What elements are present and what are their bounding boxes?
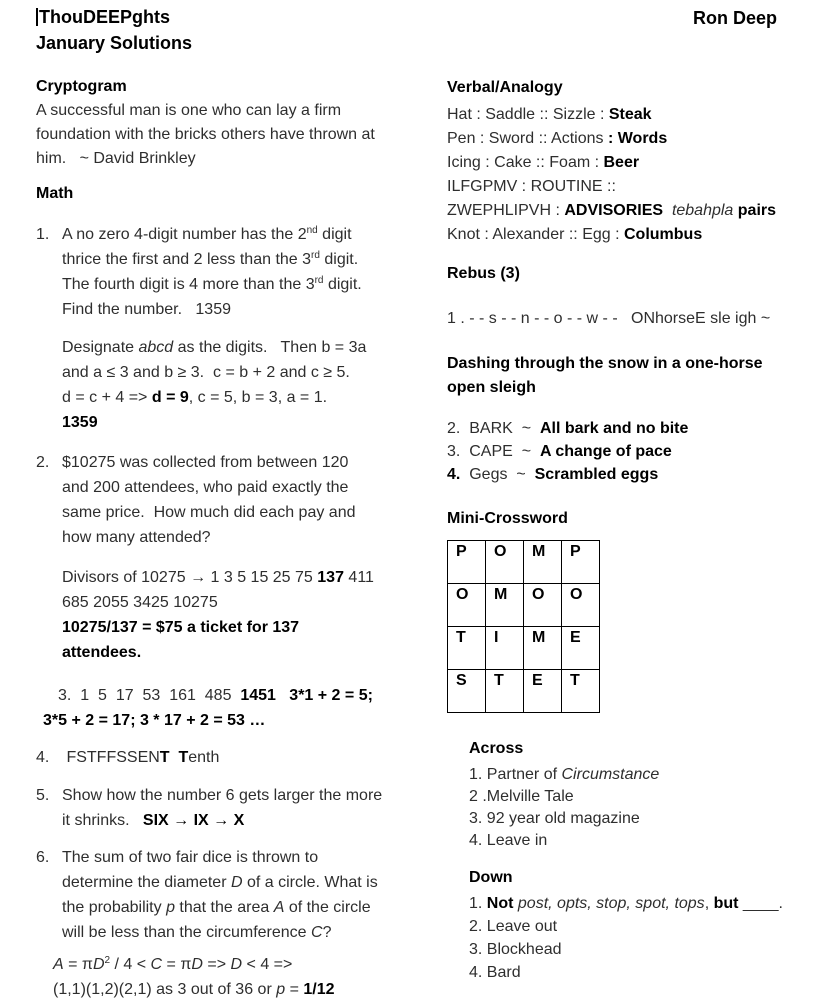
cryptogram-heading: Cryptogram <box>36 78 127 95</box>
verbal-line-2: Pen : Sword :: Actions : Words <box>447 130 668 147</box>
across-clue-3: 3. 92 year old magazine <box>469 810 640 827</box>
item-text: $10275 was collected from between 120 and 200 attendees, who paid exactly the same price. How much did each pay and how many attended? <box>62 454 356 546</box>
math-item-1 <box>36 222 418 322</box>
down-heading: Down <box>469 869 513 886</box>
left-column <box>36 75 418 1002</box>
item-number: 2. <box>36 454 50 471</box>
item-number: 5. <box>36 787 50 804</box>
crossword-cell: S <box>448 670 486 713</box>
crossword-cell: M <box>524 627 562 670</box>
item-text: The sum of two fair dice is thrown to determine the diameter D of a circle. What is the probability p that the area A of the circle will be less than the circumference C? <box>62 849 378 941</box>
crossword-cell: M <box>486 584 524 627</box>
math-item-2 <box>36 450 418 550</box>
crossword-cell: P <box>562 541 600 584</box>
across-section <box>469 737 833 852</box>
down-clue-2: 2. Leave out <box>469 918 558 935</box>
down-clue-3: 3. Blockhead <box>469 941 562 958</box>
crossword-row <box>448 627 600 670</box>
item-text: Show how the number 6 gets larger the more it shrinks. SIX → IX → X <box>62 787 383 829</box>
item-number: 6. <box>36 849 50 866</box>
rebus-puzzle-1: 1 . - - s - - n - - o - - w - - ONhorseE sle igh ~ <box>447 310 771 327</box>
rebus-item-3: 3. CAPE ~ A change of pace <box>447 443 672 460</box>
verbal-line-3: Icing : Cake :: Foam : Beer <box>447 154 640 171</box>
rebus-answer-1: Dashing through the snow in a one-horse open sleigh <box>447 355 763 396</box>
page-title-text: ThouDEEPghts <box>39 7 170 27</box>
crossword-cell: P <box>448 541 486 584</box>
crossword-cell: O <box>524 584 562 627</box>
down-section <box>469 866 833 984</box>
math-solution-6-formula: $A = \pi D^2 / 4 < C = \pi D => D < 4$ => (1,1)(1,2)(2,1) as 3 out of 36 or p = 1/12 <box>53 955 335 998</box>
crossword-cell: T <box>562 670 600 713</box>
across-clue-4: 4. Leave in <box>469 832 548 849</box>
rebus-items <box>447 417 833 486</box>
rebus-item-2: 2. BARK ~ All bark and no bite <box>447 420 689 437</box>
page-subtitle: January Solutions <box>36 33 193 53</box>
crossword-cell: T <box>486 670 524 713</box>
crossword-cell: E <box>562 627 600 670</box>
crossword-row <box>448 584 600 627</box>
down-clue-4: 4. Bard <box>469 964 521 981</box>
crossword-grid <box>447 540 600 713</box>
down-clue-1: 1. Not post, opts, stop, spot, tops, but ____. <box>469 895 783 912</box>
crossword-cell: T <box>448 627 486 670</box>
across-clue-1: 1. Partner of Circumstance <box>469 766 660 783</box>
crossword-cell: O <box>486 541 524 584</box>
item-number: 1. <box>36 226 50 243</box>
cryptogram-solution: A successful man is one who can lay a firm foundation with the bricks others have thrown at him. ~ David Brinkley <box>36 102 375 167</box>
item-text: A no zero 4-digit number has the 2nd digit thrice the first and 2 less than the 3rd digit. The fourth digit is 4 more than the 3rd digit. Find the number. 1359 <box>62 225 362 318</box>
crossword-cell: E <box>524 670 562 713</box>
verbal-line-1: Hat : Saddle :: Sizzle : Steak <box>447 106 652 123</box>
item-text: FSTFFSSENT Tenth <box>62 749 220 766</box>
crossword-cell: O <box>562 584 600 627</box>
verbal-analogy-heading: Verbal/Analogy <box>447 79 563 96</box>
across-clue-2: 2 .Melville Tale <box>469 788 574 805</box>
crossword-cell: O <box>448 584 486 627</box>
verbal-line-6: Knot : Alexander :: Egg : Columbus <box>447 226 703 243</box>
right-column <box>447 76 833 984</box>
crossword-cell: I <box>486 627 524 670</box>
math-item-5 <box>36 783 418 833</box>
crossword-row <box>448 670 600 713</box>
math-item-6 <box>36 845 418 945</box>
math-heading: Math <box>36 185 74 202</box>
verbal-line-4: ILFGPMV : ROUTINE :: <box>447 178 616 195</box>
math-solution-2: Divisors of 10275 → 1 3 5 15 25 75 137 411 685 2055 3425 10275 10275/137 = $75 a ticket for 137 attendees. <box>62 569 374 661</box>
verbal-line-5: ZWEPHLIPVH : ADVISORIES tebahpla pairs <box>447 202 777 219</box>
author-name: Ron Deep <box>692 8 777 28</box>
across-heading: Across <box>469 740 524 757</box>
crossword-row <box>448 541 600 584</box>
math-solution-1: Designate abcd as the digits. Then b = 3a and a ≤ 3 and b ≥ 3. c = b + 2 and c ≥ 5. d = c + 4 => d = 9, c = 5, b = 3, a = 1. 1359 <box>62 339 367 431</box>
text-cursor <box>36 8 38 26</box>
math-item-4 <box>36 745 418 770</box>
mini-crossword-heading: Mini-Crossword <box>447 510 568 527</box>
rebus-item-4: 4. Gegs ~ Scrambled eggs <box>447 466 659 483</box>
math-item-3: 3. 1 5 17 53 161 485 1451 3*1 + 2 = 5; 3*5 + 2 = 17; 3 * 17 + 2 = 53 … <box>43 687 373 729</box>
item-number: 4. <box>36 749 50 766</box>
crossword-cell: M <box>524 541 562 584</box>
rebus-heading: Rebus (3) <box>447 265 520 282</box>
